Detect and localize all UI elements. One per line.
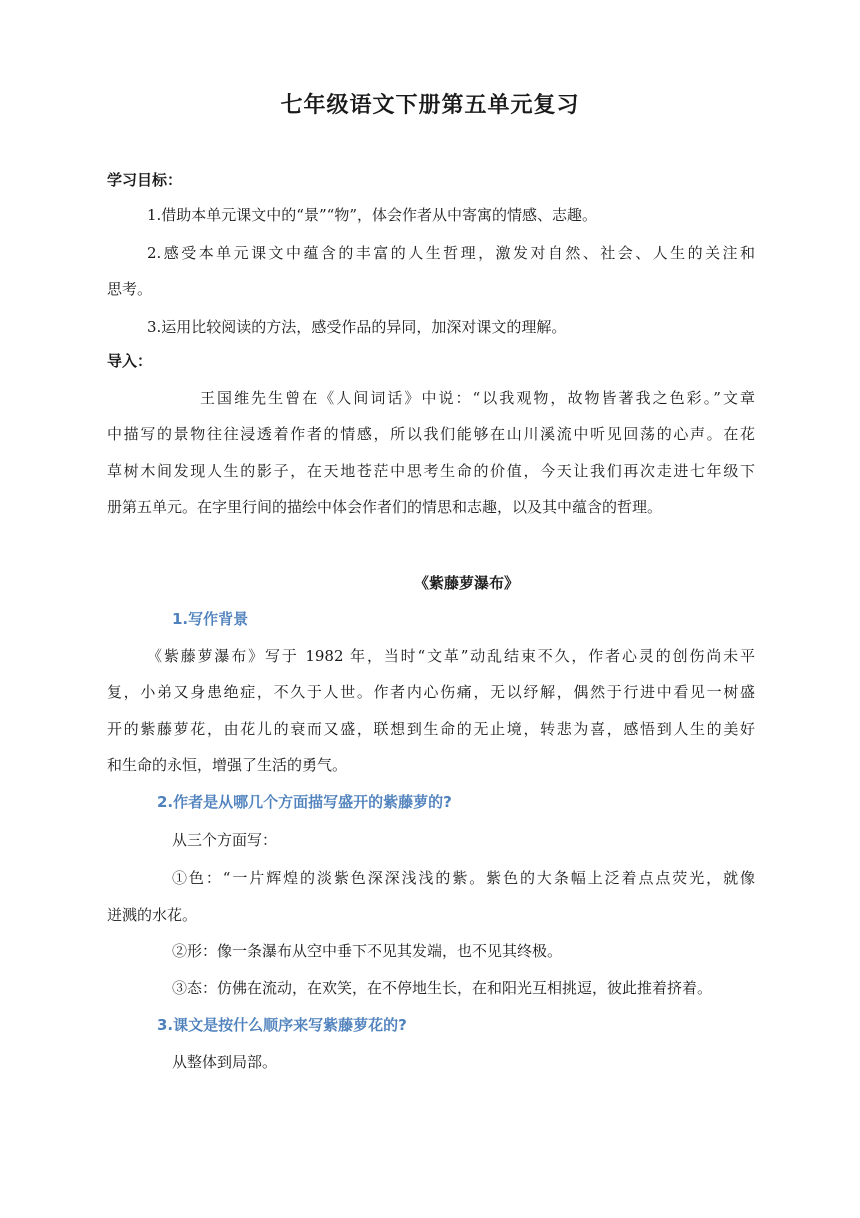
background-line-2: 复，小弟又身患绝症，不久于人世。作者内心伤痛，无以纾解，偶然于行进中看见一树盛: [107, 683, 755, 701]
background-line-3: 开的紫藤萝花，由花儿的衰而又盛，联想到生命的无止境，转悲为喜，感悟到人生的美好: [107, 720, 755, 738]
objectives-label: 学习目标：: [107, 171, 183, 189]
background-line-1: 《紫藤萝瀑布》写于 1982 年，当时“文革”动乱结束不久，作者心灵的创伤尚未平: [147, 647, 755, 665]
aspect-state: ③态：仿佛在流动，在欢笑，在不停地生长，在和阳光互相挑逗，彼此推着挤着。: [172, 979, 713, 997]
page-title: 七年级语文下册第五单元复习: [280, 93, 580, 118]
objective-3: 3.运用比较阅读的方法，感受作品的异同，加深对课文的理解。: [147, 318, 567, 336]
objective-1: 1.借助本单元课文中的“景”“物”，体会作者从中寄寓的情感、志趣。: [147, 206, 597, 224]
question-3-answer: 从整体到局部。: [172, 1053, 278, 1071]
background-heading: 1.写作背景: [172, 610, 249, 628]
intro-label: 导入：: [107, 352, 153, 370]
question-3-heading: 3.课文是按什么顺序来写紫藤萝花的?: [157, 1016, 407, 1034]
section-title: 《紫藤萝瀑布》: [414, 574, 520, 592]
question-2-heading: 2.作者是从哪几个方面描写盛开的紫藤萝的?: [157, 793, 452, 811]
aspect-color-line-2: 迸溅的水花。: [107, 906, 198, 924]
objective-2-line-1: 2.感受本单元课文中蕴含的丰富的人生哲理，激发对自然、社会、人生的关注和: [147, 244, 755, 262]
intro-line-3: 草树木间发现人生的影子，在天地苍茫中思考生命的价值，今天让我们再次走进七年级下: [107, 462, 755, 480]
intro-line-2: 中描写的景物往往浸透着作者的情感，所以我们能够在山川溪流中听见回荡的心声。在花: [107, 425, 755, 443]
question-2-answer: 从三个方面写：: [172, 831, 278, 849]
aspect-color-line-1: ①色：“一片辉煌的淡紫色深深浅浅的紫。紫色的大条幅上泛着点点荧光，就像: [172, 869, 755, 887]
intro-line-1: 王国维先生曾在《人间词话》中说：“以我观物，故物皆著我之色彩。”文章: [200, 389, 755, 407]
objective-2-line-2: 思考。: [107, 280, 153, 298]
aspect-shape: ②形：像一条瀑布从空中垂下不见其发端，也不见其终极。: [172, 942, 563, 960]
background-line-4: 和生命的永恒，增强了生活的勇气。: [107, 756, 348, 774]
intro-line-4: 册第五单元。在字里行间的描绘中体会作者们的情思和志趣，以及其中蕴含的哲理。: [107, 498, 663, 516]
